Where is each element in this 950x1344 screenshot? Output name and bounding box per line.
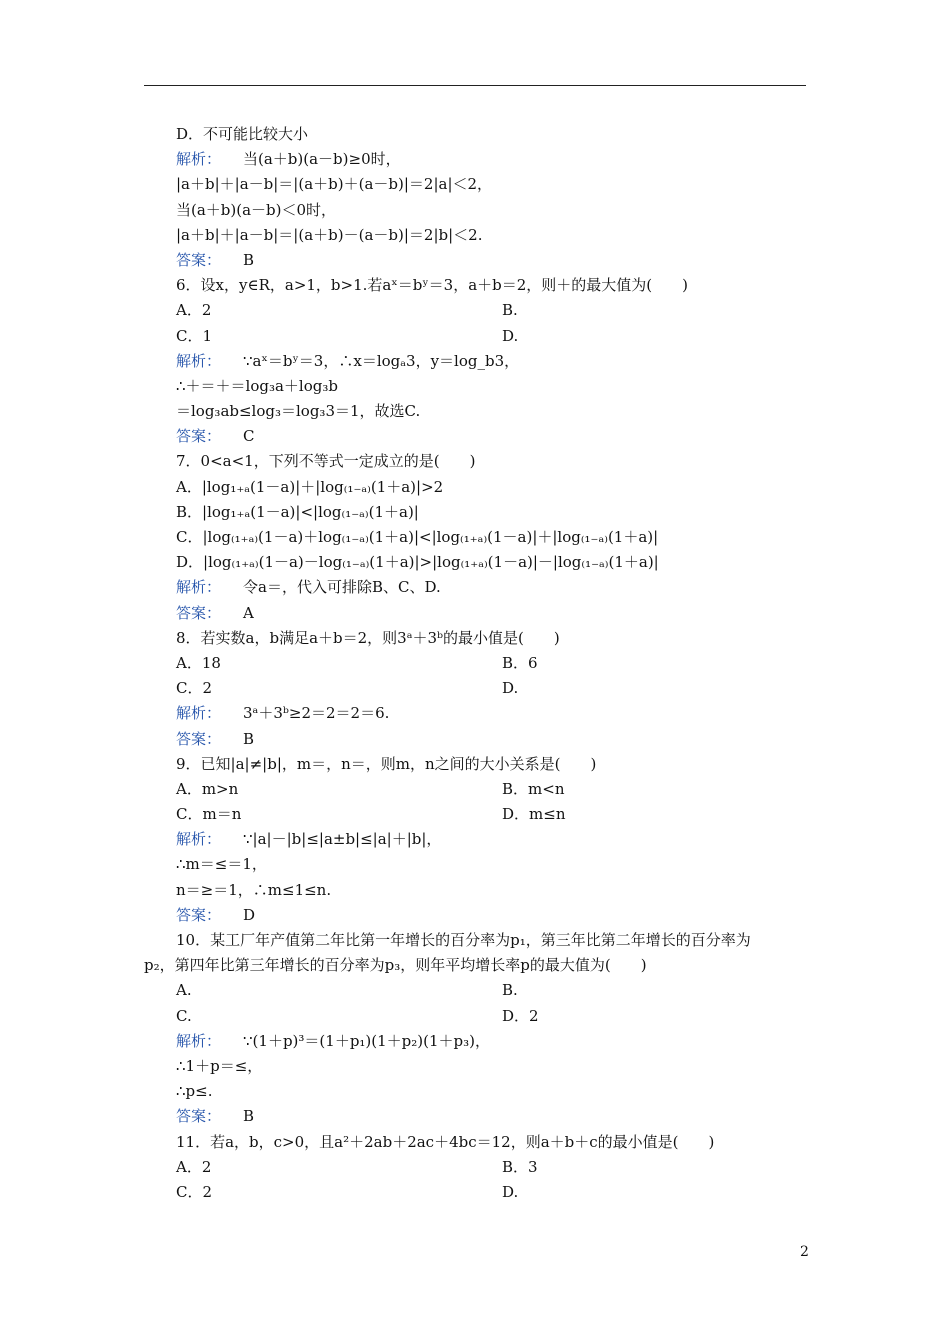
text-line bbox=[176, 626, 816, 651]
text-line bbox=[176, 349, 816, 374]
option-right: D. bbox=[502, 326, 519, 345]
line-text: ∴＋＝＋＝log₃a＋log₃b bbox=[176, 376, 338, 395]
line-text: ∵aˣ＝bʸ＝3，∴x＝logₐ3，y＝log_b3， bbox=[243, 351, 520, 370]
text-line bbox=[176, 928, 816, 953]
answer-label: 答案： bbox=[176, 250, 222, 269]
text-line bbox=[176, 248, 816, 273]
text-line bbox=[176, 424, 816, 449]
line-text: D．|log₍₁₊ₐ₎(1－a)－log₍₁₋ₐ₎(1＋a)|>|log₍₁₊ₐ₎(1－a)|－|log₍₁₋ₐ₎(1＋a)| bbox=[176, 553, 659, 572]
line-text: C．1 bbox=[176, 326, 213, 345]
text-line bbox=[144, 953, 816, 978]
text-line bbox=[176, 122, 816, 147]
text-line bbox=[176, 273, 816, 298]
line-text: 令a＝，代入可排除B、C、D. bbox=[243, 578, 441, 597]
line-text: n＝≥＝1，∴m≤1≤n. bbox=[176, 880, 332, 899]
answer-label: 答案： bbox=[176, 427, 222, 446]
text-line bbox=[176, 978, 816, 1003]
text-line bbox=[176, 223, 816, 248]
text-line bbox=[176, 601, 816, 626]
document-body bbox=[144, 122, 816, 1205]
line-text: 9．已知|a|≠|b|，m＝，n＝，则m，n之间的大小关系是( ) bbox=[176, 754, 597, 773]
text-line bbox=[176, 147, 816, 172]
line-text: ∵(1＋p)³＝(1＋p₁)(1＋p₂)(1＋p₃)， bbox=[243, 1031, 491, 1050]
option-right: D. bbox=[502, 1182, 519, 1201]
text-line bbox=[176, 449, 816, 474]
text-line bbox=[176, 575, 816, 600]
text-line bbox=[176, 802, 816, 827]
line-text: A．2 bbox=[176, 1157, 212, 1176]
line-text: B．|log₁₊ₐ(1－a)|<|log₍₁₋ₐ₎(1＋a)| bbox=[176, 502, 419, 521]
option-right: B. bbox=[502, 301, 518, 320]
text-line bbox=[176, 500, 816, 525]
line-text: D．不可能比较大小 bbox=[176, 125, 309, 143]
option-right: B．m<n bbox=[502, 779, 565, 798]
text-line bbox=[176, 752, 816, 777]
text-line bbox=[176, 399, 816, 424]
line-text: C. bbox=[176, 1006, 192, 1025]
line-text: 10．某工厂年产值第二年比第一年增长的百分率为p₁，第三年比第二年增长的百分率为 bbox=[176, 931, 751, 949]
analysis-label: 解析： bbox=[176, 351, 222, 370]
text-line bbox=[176, 852, 816, 877]
answer-label: 答案： bbox=[176, 905, 222, 924]
text-line bbox=[176, 727, 816, 752]
answer-label: 答案： bbox=[176, 1107, 222, 1126]
text-line bbox=[176, 701, 816, 726]
option-right: D．m≤n bbox=[502, 805, 566, 824]
text-line bbox=[176, 1079, 816, 1104]
text-line bbox=[176, 777, 816, 802]
option-right: D．2 bbox=[502, 1006, 539, 1025]
page-number: 2 bbox=[800, 1244, 809, 1260]
text-line bbox=[176, 676, 816, 701]
line-text: ∵|a|－|b|≤|a±b|≤|a|＋|b|， bbox=[243, 830, 442, 849]
text-line bbox=[176, 651, 816, 676]
line-text: 当(a＋b)(a－b)＜0时， bbox=[176, 200, 337, 219]
text-line bbox=[176, 475, 816, 500]
text-line bbox=[176, 550, 816, 575]
text-line bbox=[176, 878, 816, 903]
text-line bbox=[176, 198, 816, 223]
line-text: C．|log₍₁₊ₐ₎(1－a)＋log₍₁₋ₐ₎(1＋a)|<|log₍₁₊ₐ₎(1－a)|＋|log₍₁₋ₐ₎(1＋a)| bbox=[176, 528, 659, 546]
line-text: 11．若a，b，c>0，且a²＋2ab＋2ac＋4bc＝12，则a＋b＋c的最小值是( ) bbox=[176, 1132, 715, 1151]
line-text: C．m＝n bbox=[176, 805, 242, 824]
option-right: B．6 bbox=[502, 653, 538, 672]
line-text: A bbox=[243, 603, 254, 622]
text-line bbox=[176, 1155, 816, 1180]
line-text: C．2 bbox=[176, 679, 213, 698]
line-text: ∴p≤. bbox=[176, 1082, 213, 1101]
line-text: A．2 bbox=[176, 301, 212, 320]
line-text: A．m>n bbox=[176, 779, 239, 798]
answer-label: 答案： bbox=[176, 729, 222, 748]
text-line bbox=[176, 1004, 816, 1029]
analysis-label: 解析： bbox=[176, 704, 222, 723]
line-text: A．|log₁₊ₐ(1－a)|＋|log₍₁₋ₐ₎(1＋a)|>2 bbox=[176, 477, 444, 496]
option-right: B. bbox=[502, 981, 518, 1000]
line-text: 7．0<a<1，下列不等式一定成立的是( ) bbox=[176, 452, 476, 471]
line-text: C bbox=[243, 427, 255, 446]
analysis-label: 解析： bbox=[176, 1031, 222, 1050]
text-line bbox=[176, 1054, 816, 1079]
text-line bbox=[176, 1130, 816, 1155]
analysis-label: 解析： bbox=[176, 830, 222, 849]
line-text: ∴m＝≤＝1， bbox=[176, 855, 267, 874]
text-line bbox=[176, 172, 816, 197]
text-line bbox=[176, 903, 816, 928]
line-text: A. bbox=[176, 981, 192, 1000]
line-text: D bbox=[243, 905, 256, 924]
line-text: 3ᵃ＋3ᵇ≥2＝2＝2＝6. bbox=[243, 704, 390, 723]
text-line bbox=[176, 324, 816, 349]
line-text: B bbox=[243, 729, 255, 748]
text-line bbox=[176, 1104, 816, 1129]
line-text: B bbox=[243, 250, 255, 269]
option-right: D. bbox=[502, 679, 519, 698]
line-text: ＝log₃ab≤log₃＝log₃3＝1，故选C. bbox=[176, 402, 421, 421]
text-line bbox=[176, 374, 816, 399]
text-line bbox=[176, 1180, 816, 1205]
line-text: p₂，第四年比第三年增长的百分率为p₃，则年平均增长率p的最大值为( ) bbox=[144, 956, 647, 975]
line-text: B bbox=[243, 1107, 255, 1126]
line-text: A．18 bbox=[176, 653, 221, 672]
line-text: C．2 bbox=[176, 1182, 213, 1201]
text-line bbox=[176, 1029, 816, 1054]
line-text: 8．若实数a，b满足a＋b＝2，则3ᵃ＋3ᵇ的最小值是( ) bbox=[176, 628, 560, 647]
line-text: ∴1＋p＝≤， bbox=[176, 1056, 263, 1075]
header-rule bbox=[144, 85, 806, 86]
analysis-label: 解析： bbox=[176, 150, 222, 169]
analysis-label: 解析： bbox=[176, 578, 222, 597]
option-right: B．3 bbox=[502, 1157, 538, 1176]
line-text: |a＋b|＋|a－b|＝|(a＋b)＋(a－b)|＝2|a|＜2， bbox=[176, 175, 493, 194]
text-line bbox=[176, 827, 816, 852]
line-text: 当(a＋b)(a－b)≥0时， bbox=[243, 150, 401, 169]
text-line bbox=[176, 525, 816, 550]
line-text: 6．设x，y∈R，a>1，b>1.若aˣ＝bʸ＝3，a＋b＝2，则＋的最大值为( ) bbox=[176, 276, 689, 295]
text-line bbox=[176, 298, 816, 323]
answer-label: 答案： bbox=[176, 603, 222, 622]
line-text: |a＋b|＋|a－b|＝|(a＋b)－(a－b)|＝2|b|＜2. bbox=[176, 225, 483, 244]
